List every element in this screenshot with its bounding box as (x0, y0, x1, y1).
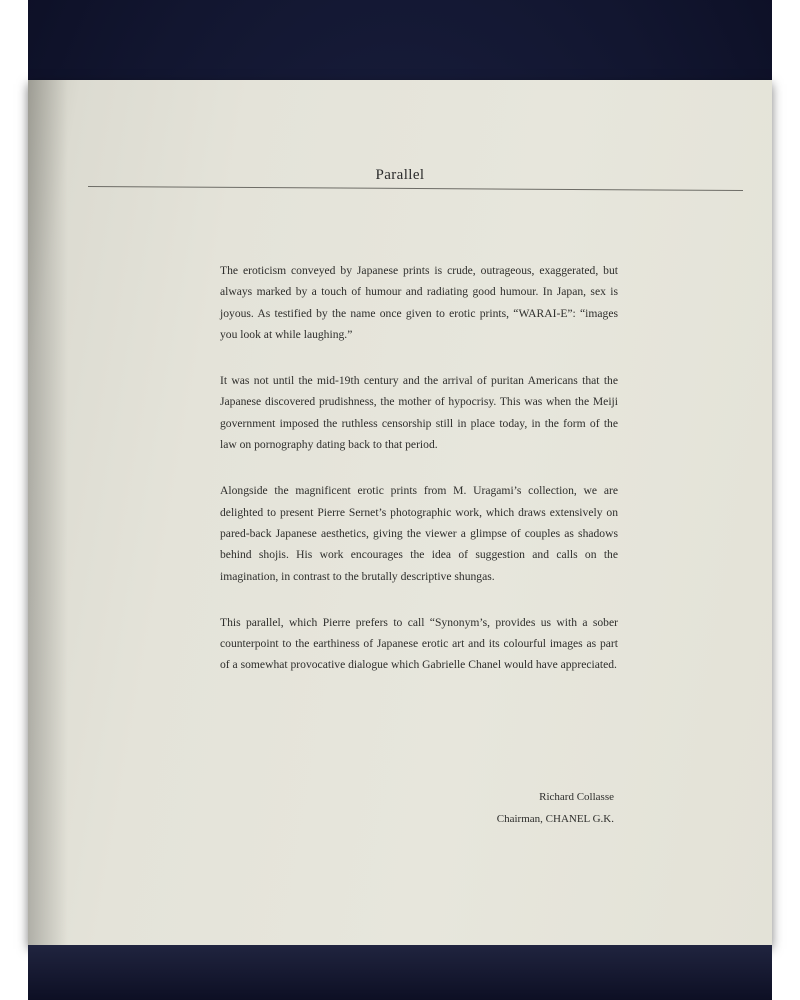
signature-name: Richard Collasse (539, 791, 614, 803)
body-text (220, 260, 618, 701)
page-title: Parallel (375, 167, 425, 183)
book-page (28, 80, 772, 945)
paragraph-1: The eroticism conveyed by Japanese prints is crude, outrageous, exaggerated, but always marked by a touch of humour and radiating good humour. In Japan, sex is joyous. As testified by the name once given to erotic prints, “WARAI-E”: “images you look at while laughing.” (220, 264, 618, 341)
paragraph-3: Alongside the magnificent erotic prints from M. Uragami’s collection, we are delighted to present Pierre Sernet’s photographic work, which draws extensively on pared-back Japanese aesthetics, giving the viewer a glimpse of couples as shadows behind shojis. His work encourages the idea of suggestion and calls on the imagination, in contrast to the brutally descriptive shungas. (220, 484, 618, 583)
paragraph-2: It was not until the mid-19th century and the arrival of puritan Americans that the Japanese discovered prudishness, the mother of hypocrisy. This was when the Meiji government imposed the ruthless censorship still in place today, in the form of the law on pornography dating back to that period. (220, 374, 618, 452)
bottom-backdrop (28, 945, 772, 1000)
page-gutter-shadow (28, 80, 68, 945)
signature-block (497, 786, 614, 830)
title-rule (88, 186, 743, 191)
paragraph-4: This parallel, which Pierre prefers to call “Synonym’s, provides us with a sober counterpoint to the earthiness of Japanese erotic art and its colourful images as part of a somewhat provocative dialogue which Gabrielle Chanel would have appreciated. (220, 615, 618, 672)
signature-role: Chairman, CHANEL G.K. (496, 813, 614, 825)
